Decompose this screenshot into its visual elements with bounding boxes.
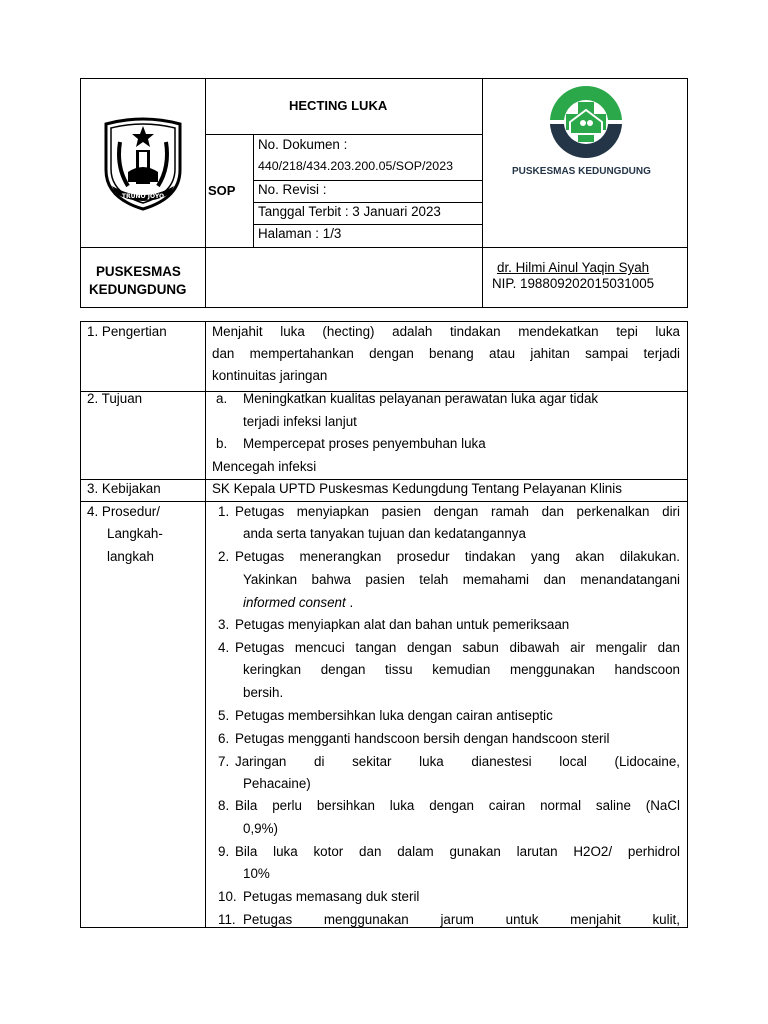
- step-text: Bila luka kotor dan dalam gunakan larutan H2O2/ perhidrol: [235, 844, 680, 859]
- page-number: Halaman : 1/3: [258, 226, 342, 241]
- revision-number: No. Revisi :: [258, 182, 327, 197]
- step-text: Petugas menyiapkan alat dan bahan untuk pemeriksaan: [235, 617, 570, 632]
- document-title: HECTING LUKA: [289, 98, 388, 113]
- pengertian-line: kontinuitas jaringan: [212, 368, 328, 383]
- step-number: 5.: [218, 708, 230, 723]
- step-text: Petugas menyiapkan pasien dengan ramah dan perkenalkan diri: [235, 504, 680, 519]
- step-text: 0,9%): [243, 821, 278, 836]
- step-text: Jaringan di sekitar luka dianestesi local (Lidocaine,: [235, 754, 680, 769]
- tujuan-item-a-cont: terjadi infeksi lanjut: [243, 414, 357, 429]
- tujuan-extra: Mencegah infeksi: [212, 459, 317, 474]
- step-text: 10%: [243, 866, 270, 881]
- puskesmas-name-line2: KEDUNGDUNG: [89, 282, 187, 297]
- seal-ribbon-text: TRUNO JOYO: [121, 193, 165, 200]
- step-text: Petugas mengganti handscoon bersih dengan handscoon steril: [235, 731, 610, 746]
- step-number: 9.: [218, 844, 230, 859]
- section-label-prosedur: 4. Prosedur/: [87, 504, 160, 519]
- section-label-pengertian: 1. Pengertian: [87, 324, 167, 339]
- step-text: keringkan dengan tissu kemudian menggunakan handscoon: [243, 662, 680, 677]
- signatory-nip: NIP. 198809202015031005: [492, 276, 655, 291]
- kebijakan-text: SK Kepala UPTD Puskesmas Kedungdung Tentang Pelayanan Klinis: [212, 481, 622, 496]
- signatory-name: dr. Hilmi Ainul Yaqin Syah: [497, 260, 650, 275]
- section-label-kebijakan: 3. Kebijakan: [87, 481, 161, 496]
- step-number: 7.: [218, 754, 230, 769]
- step-number: 2.: [218, 549, 230, 564]
- step-text: Petugas menggunakan jarum untuk menjahit kulit,: [243, 912, 680, 927]
- step-number: 1.: [218, 504, 230, 519]
- step-number: 4.: [218, 640, 230, 655]
- step-text: anda serta tanyakan tujuan dan kedatangannya: [243, 526, 526, 541]
- step-text: [243, 595, 353, 611]
- step-text: Yakinkan bahwa pasien telah memahami dan menandatangani: [243, 572, 680, 587]
- step-number: 11.: [218, 912, 236, 927]
- step-text: Petugas mencuci tangan dengan sabun dibawah air mengalir dan: [235, 640, 680, 655]
- sop-label: SOP: [208, 183, 236, 198]
- puskesmas-name-line1: PUSKESMAS: [96, 264, 181, 279]
- step-text: bersih.: [243, 685, 284, 700]
- tujuan-marker-a: a.: [216, 391, 228, 406]
- step-text-italic: informed consent: [243, 595, 346, 610]
- section-label-prosedur-3: langkah: [107, 549, 154, 564]
- puskesmas-logo-text: PUSKESMAS KEDUNGDUNG: [512, 166, 651, 177]
- puskesmas-logo: [540, 82, 632, 162]
- step-text: Petugas memasang duk steril: [243, 889, 420, 904]
- tujuan-item-b: Mempercepat proses penyembuhan luka: [243, 436, 486, 451]
- tujuan-item-a: Meningkatkan kualitas pelayanan perawatan luka agar tidak: [243, 391, 599, 406]
- step-text: Petugas membersihkan luka dengan cairan antiseptic: [235, 708, 553, 723]
- step-text: Bila perlu bersihkan luka dengan cairan normal saline (NaCl: [235, 798, 680, 813]
- section-label-prosedur-2: Langkah-: [107, 526, 163, 541]
- doc-number-value: 440/218/434.203.200.05/SOP/2023: [258, 159, 453, 173]
- tujuan-marker-b: b.: [216, 436, 228, 451]
- step-text: Pehacaine): [243, 776, 311, 791]
- regency-seal: [98, 112, 188, 212]
- step-number: 8.: [218, 798, 230, 813]
- step-number: 3.: [218, 617, 230, 632]
- step-text-suffix: .: [345, 595, 354, 610]
- issue-date: Tanggal Terbit : 3 Januari 2023: [258, 204, 441, 219]
- pengertian-line: Menjahit luka (hecting) adalah tindakan mendekatkan tepi luka: [212, 324, 680, 339]
- pengertian-line: dan mempertahankan dengan benang atau jahitan sampai terjadi: [212, 346, 680, 361]
- section-label-tujuan: 2. Tujuan: [87, 391, 143, 406]
- doc-number-label: No. Dokumen :: [258, 137, 348, 152]
- step-number: 10.: [218, 889, 237, 904]
- step-number: 6.: [218, 731, 230, 746]
- step-text: Petugas menerangkan prosedur tindakan yang akan dilakukan.: [235, 549, 680, 564]
